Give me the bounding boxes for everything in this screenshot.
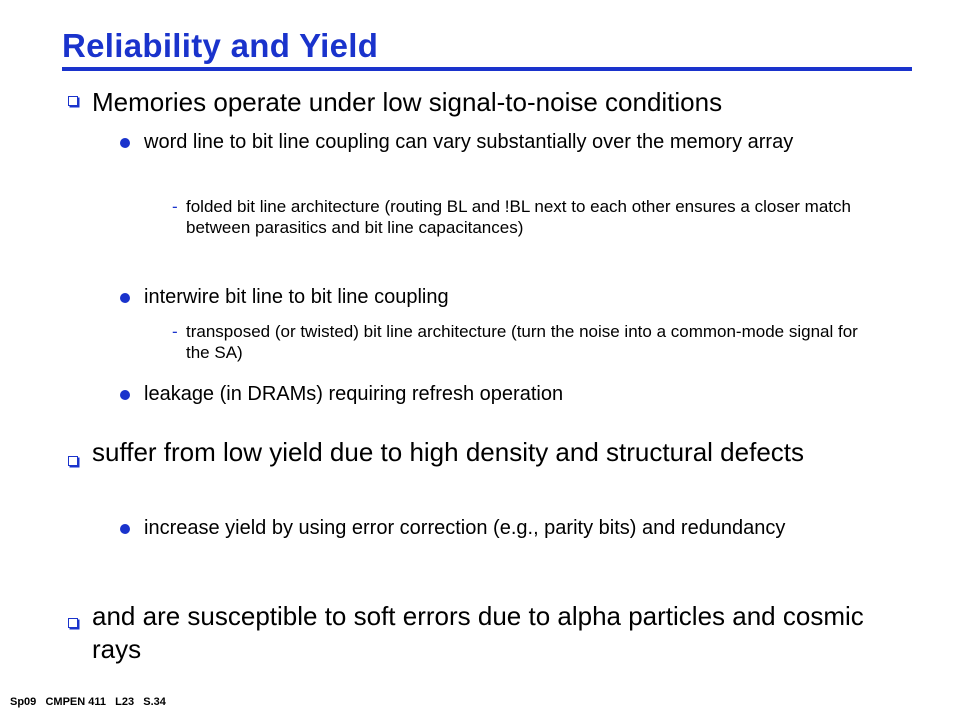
bullet-level1: suffer from low yield due to high density and structural defects <box>92 437 805 467</box>
dot-bullet-icon <box>120 524 130 534</box>
dot-bullet-icon <box>120 293 130 303</box>
title-underline <box>62 67 912 71</box>
dash-bullet-icon: - <box>172 197 178 216</box>
dot-bullet-icon <box>120 390 130 400</box>
slide-title: Reliability and Yield <box>62 27 379 64</box>
bullet-level3: transposed (or twisted) bit line architecture (turn the noise into a common-mode signal for the SA) <box>186 322 858 362</box>
dash-bullet-icon: - <box>172 322 178 341</box>
bullet-level1: and are susceptible to soft errors due to alpha particles and cosmic rays <box>92 601 864 664</box>
bullet-level2: increase yield by using error correction (e.g., parity bits) and redundancy <box>144 517 786 539</box>
box-bullet-icon <box>68 456 78 466</box>
box-bullet-icon <box>68 96 78 106</box>
bullet-level1: Memories operate under low signal-to-noise conditions <box>92 87 723 117</box>
box-bullet-icon <box>68 618 78 628</box>
bullet-level2: interwire bit line to bit line coupling <box>144 286 449 308</box>
bullet-level3: folded bit line architecture (routing BL and !BL next to each other ensures a closer match between parasitics and bit line capacitances) <box>186 197 851 237</box>
bullet-level2: word line to bit line coupling can vary substantially over the memory array <box>144 131 794 153</box>
dot-bullet-icon <box>120 138 130 148</box>
bullet-level2: leakage (in DRAMs) requiring refresh operation <box>144 383 564 405</box>
slide-footer: Sp09 CMPEN 411 L23 S.34 <box>10 696 166 708</box>
